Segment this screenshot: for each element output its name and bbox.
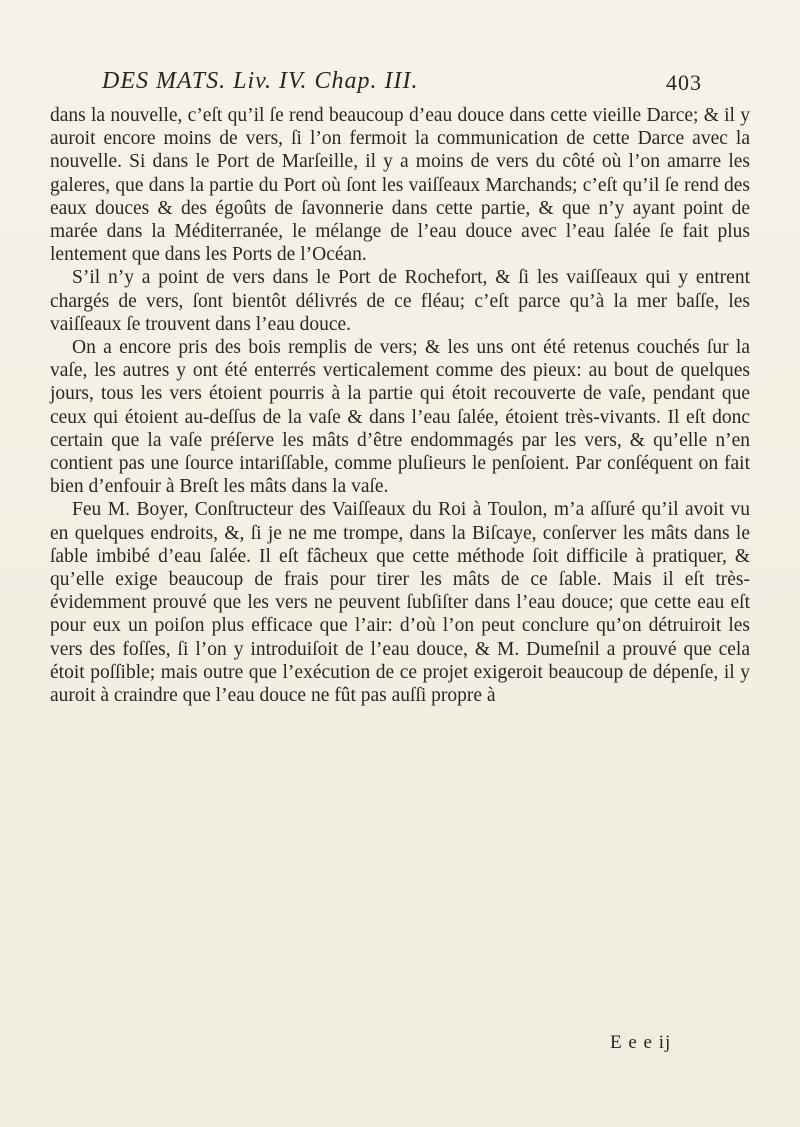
body-text xyxy=(50,104,750,707)
signature-mark: E e e ij xyxy=(610,1032,672,1053)
paragraph: On a encore pris des bois remplis de vers; & les uns ont été retenus couchés ſur la vaſe, les autres y ont été enterrés verticalement comme des pieux: au bout de quelques jours, tous les vers étoient pourris à la partie qui étoit recouverte de vaſe, pendant que ceux qui étoient au-deſſus de la vaſe & dans l’eau ſalée, étoient très-vivants. Il eſt donc certain que la vaſe préſerve les mâts d’être endommagés par les vers, & qu’elle n’en contient pas une ſource intariſſable, comme pluſieurs le penſoient. Par conſéquent on fait bien d’enfouir à Breſt les mâts dans la vaſe. xyxy=(50,337,750,498)
page-number: 403 xyxy=(666,70,702,95)
paragraph: dans la nouvelle, c’eſt qu’il ſe rend beaucoup d’eau douce dans cette vieille Darce; & il y auroit encore moins de vers, ſi l’on fermoit la communication de cette Darce avec la nouvelle. Si dans le Port de Marſeille, il y a moins de vers du côté où l’on amarre les galeres, que dans la partie du Port où ſont les vaiſſeaux Marchands; c’eſt qu’il ſe rend des eaux douces & des égoûts de ſavonnerie dans cette partie, & que n’y ayant point de marée dans la Méditerranée, le mélange de l’eau douce avec l’eau ſalée ſe fait plus lentement que dans les Ports de l’Océan. xyxy=(50,105,750,266)
running-title: DES MATS. Liv. IV. Chap. III. xyxy=(102,68,419,94)
paragraph: Feu M. Boyer, Conſtructeur des Vaiſſeaux du Roi à Toulon, m’a aſſuré qu’il avoit vu en quelques endroits, &, ſi je ne me trompe, dans la Biſcaye, conſerver les mâts dans le ſable imbibé d’eau ſalée. Il eſt fâcheux que cette méthode ſoit difficile à pratiquer, & qu’elle exige beaucoup de frais pour tirer les mâts de ce ſable. Mais il eſt très-évidemment prouvé que les vers ne peuvent ſubſiſter dans l’eau douce; que cette eau eſt pour eux un poiſon plus efficace que l’air: d’où l’on peut conclure qu’on détruiroit les vers des foſſes, ſi l’on y introduiſoit de l’eau douce, & M. Dumeſnil a prouvé que cela étoit poſſible; mais outre que l’exécution de ce projet exigeroit beaucoup de dépenſe, il y auroit à craindre que l’eau douce ne fût pas auſſi propre à xyxy=(50,499,750,707)
running-header xyxy=(102,68,702,102)
paragraph: S’il n’y a point de vers dans le Port de Rochefort, & ſi les vaiſſeaux qui y entrent chargés de vers, ſont bientôt délivrés de ce fléau; c’eſt parce qu’à la mer baſſe, les vaiſſeaux ſe trouvent dans l’eau douce. xyxy=(50,267,750,335)
